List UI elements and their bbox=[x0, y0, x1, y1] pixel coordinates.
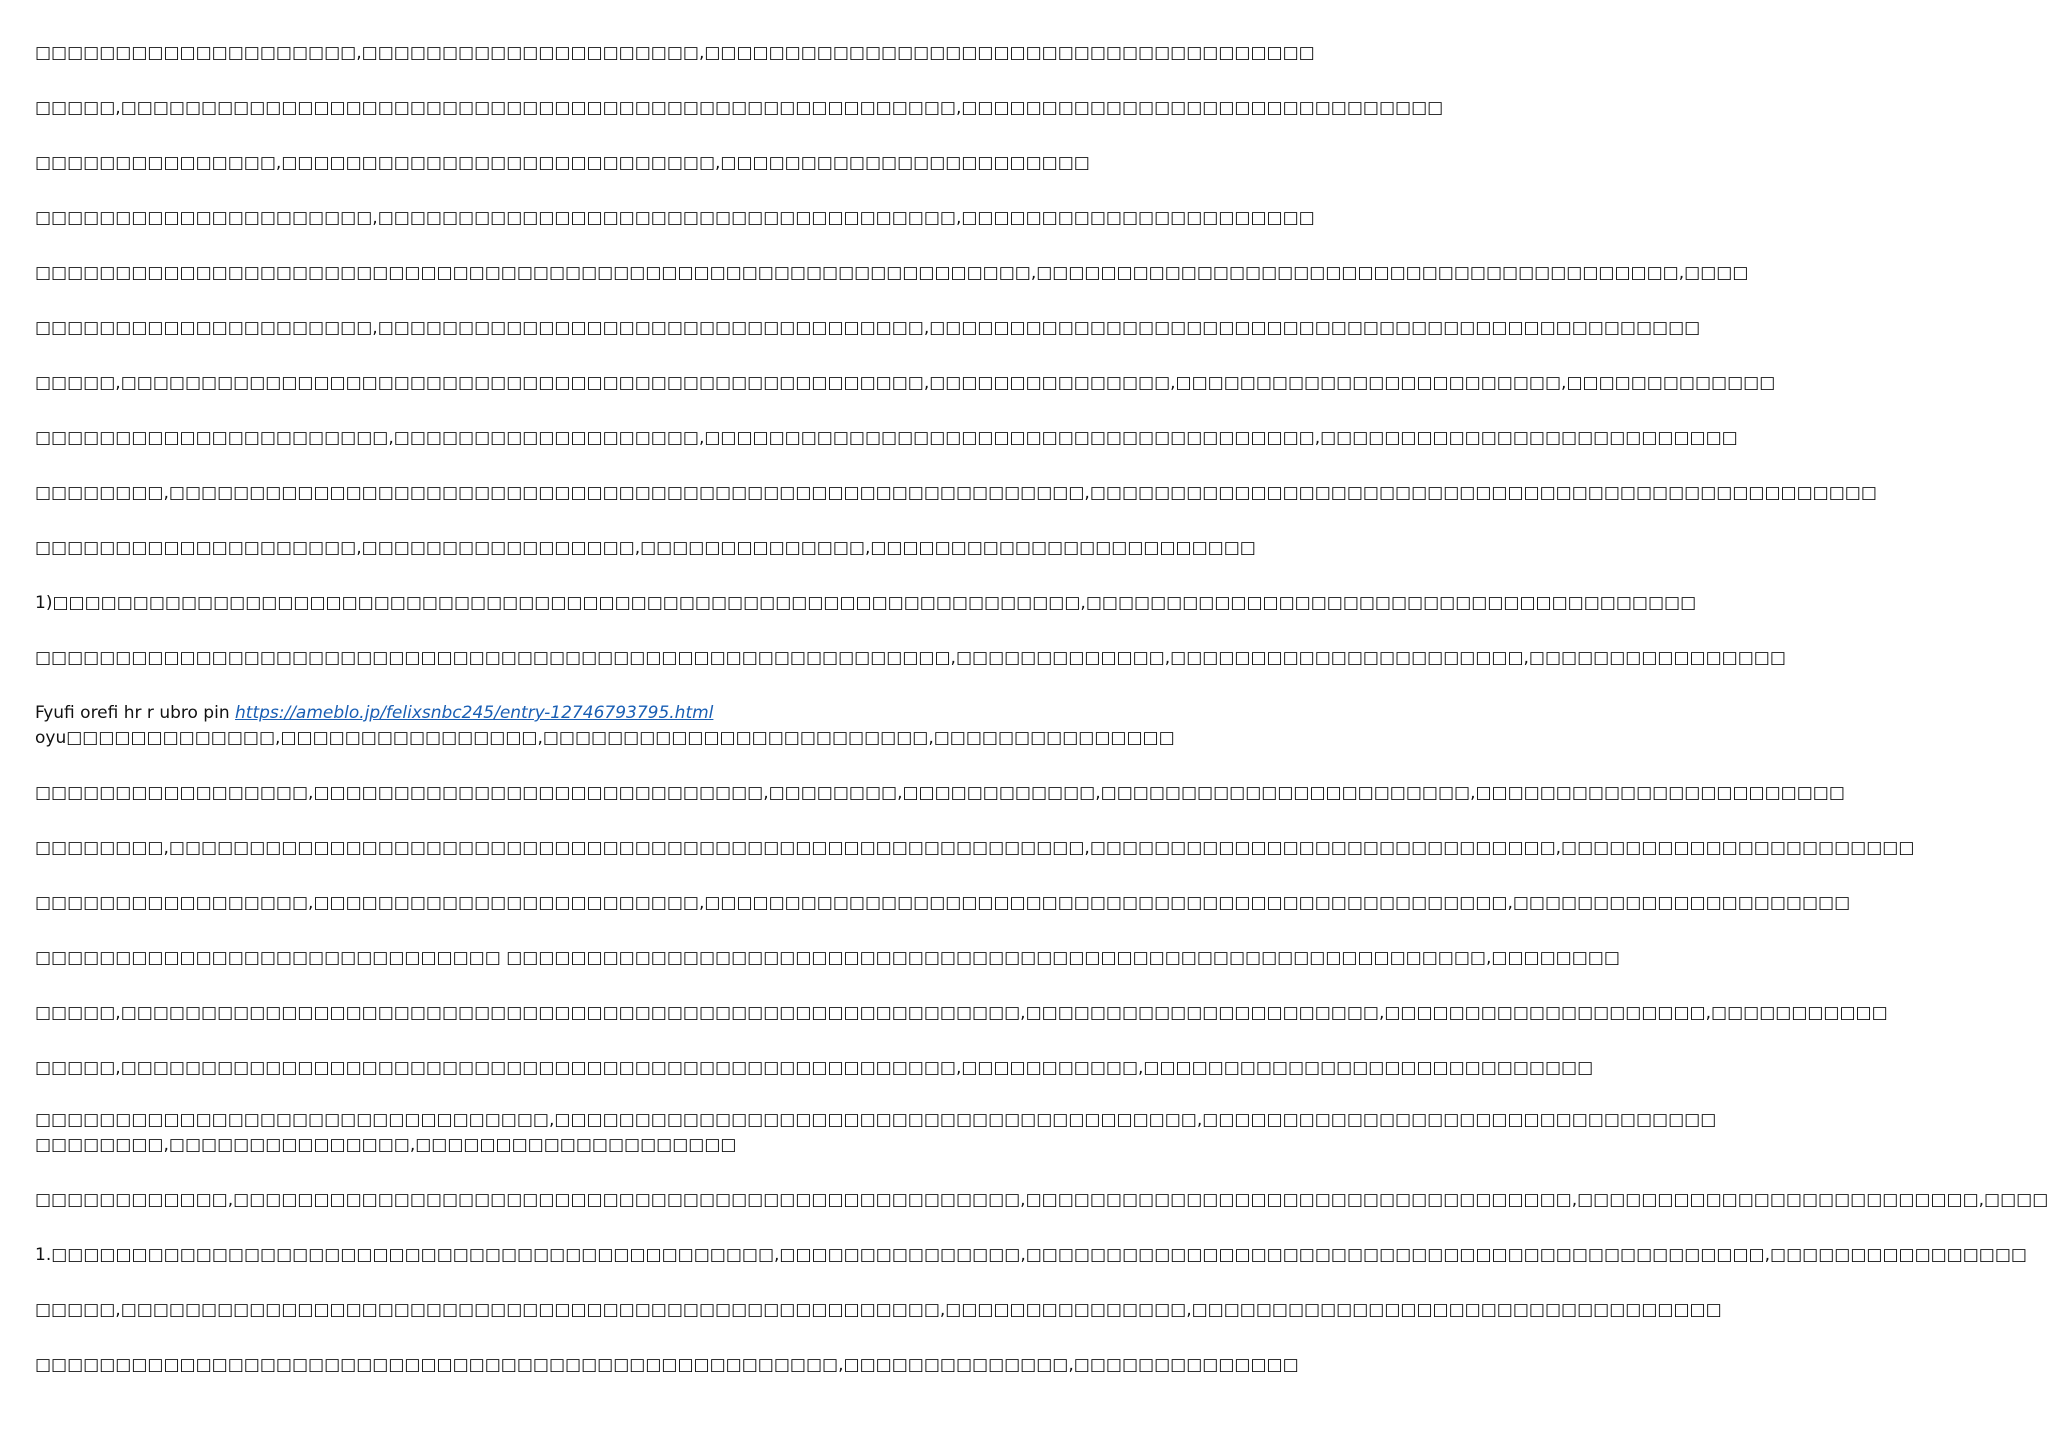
paragraph bbox=[35, 591, 1697, 616]
paragraph bbox=[35, 946, 1620, 971]
link-prefix-text: Fyufi orefi hr r ubro pin bbox=[35, 703, 235, 723]
paragraph bbox=[35, 1056, 1594, 1081]
paragraph-line: □□□□□,□□□□□□□□□□□□□□□□□□□□□□□□□□□□□□□□□□□□□□□□□□□□□□□□□□□□□□□□,□□□□□□□□□□□□□□□□□□□□□□,□□□□□□□□□□□□□□□□□□□□,□□□□□□□□□□□ bbox=[35, 1003, 1888, 1023]
paragraph bbox=[35, 1353, 1299, 1378]
paragraph-line: □□□□□,□□□□□□□□□□□□□□□□□□□□□□□□□□□□□□□□□□□□□□□□□□□□□□□□□□□□,□□□□□□□□□□□□□□□□□□□□□□□□□□□□□□ bbox=[35, 98, 1444, 118]
paragraph bbox=[35, 536, 1256, 561]
paragraph bbox=[35, 1001, 1888, 1026]
paragraph-line: □□□□□□□□□□□□□□□□□□□□□□□□□□□□□□□□,□□□□□□□□□□□□□□□□□□□□□□□□□□□□□□□□□□□□□□□□,□□□□□□□□□□□□□□□□□□□□□□□□□□□□□□□□ bbox=[35, 1110, 1717, 1130]
paragraph-line: □□□□□,□□□□□□□□□□□□□□□□□□□□□□□□□□□□□□□□□□□□□□□□□□□□□□□□□□□,□□□□□□□□□□□□□□□,□□□□□□□□□□□□□□□□□□□□□□□□□□□□□□□□□ bbox=[35, 1300, 1722, 1320]
paragraph-line: □□□□□□□□□□□□□□□□□□□□□□□□□□□□□ □□□□□□□□□□□□□□□□□□□□□□□□□□□□□□□□□□□□□□□□□□□□□□□□□□□□□□□□□□□□□,□□□□□□□□ bbox=[35, 948, 1620, 968]
entry-link[interactable]: https://ameblo.jp/felixsnbc245/entry-12746793795.html bbox=[235, 703, 714, 723]
paragraph bbox=[35, 836, 1915, 861]
paragraph-line: 1.□□□□□□□□□□□□□□□□□□□□□□□□□□□□□□□□□□□□□□□□□□□□□,□□□□□□□□□□□□□□□,□□□□□□□□□□□□□□□□□□□□□□□□□□□□□□□□□□□□□□□□□□□□□□,□□□□□□□□□□□□□□□□ bbox=[35, 1245, 2027, 1265]
paragraph bbox=[35, 891, 1851, 916]
paragraph-line: □□□□□□□□□□□□□□□□□□□□□□□□□□□□□□□□□□□□□□□□□□□□□□□□□□□□□□□□□□□□□□,□□□□□□□□□□□□□□□□□□□□□□□□□□□□□□□□□□□□□□□□,□□□□ bbox=[35, 263, 1749, 283]
paragraph bbox=[35, 1298, 1722, 1323]
paragraph-line: □□□□□,□□□□□□□□□□□□□□□□□□□□□□□□□□□□□□□□□□□□□□□□□□□□□□□□□□□□,□□□□□□□□□□□,□□□□□□□□□□□□□□□□□□□□□□□□□□□□ bbox=[35, 1058, 1594, 1078]
paragraph bbox=[35, 426, 1738, 451]
paragraph bbox=[35, 316, 1701, 341]
paragraph-line: 1)□□□□□□□□□□□□□□□□□□□□□□□□□□□□□□□□□□□□□□□□□□□□□□□□□□□□□□□□□□□□□□□□,□□□□□□□□□□□□□□□□□□□□□□□□□□□□□□□□□□□□□□ bbox=[35, 593, 1697, 613]
paragraph-line: □□□□□□□□□□□□□□□,□□□□□□□□□□□□□□□□□□□□□□□□□□□,□□□□□□□□□□□□□□□□□□□□□□□ bbox=[35, 153, 1090, 173]
paragraph-line: oyu□□□□□□□□□□□□□,□□□□□□□□□□□□□□□□,□□□□□□□□□□□□□□□□□□□□□□□□,□□□□□□□□□□□□□□□ bbox=[35, 728, 1175, 748]
paragraph bbox=[35, 701, 1175, 751]
paragraph-line: □□□□□□□□,□□□□□□□□□□□□□□□□□□□□□□□□□□□□□□□□□□□□□□□□□□□□□□□□□□□□□□□□□,□□□□□□□□□□□□□□□□□□□□□□□□□□□□□□□□□□□□□□□□□□□□□□□□□ bbox=[35, 483, 1877, 503]
paragraph-line: □□□□□□□□□□□□□□□□□□□□□□□□□□□□□□□□□□□□□□□□□□□□□□□□□□,□□□□□□□□□□□□□□,□□□□□□□□□□□□□□ bbox=[35, 1355, 1299, 1375]
paragraph bbox=[35, 481, 1877, 506]
paragraph-line: □□□□□□□□□□□□□□□□□□□□□,□□□□□□□□□□□□□□□□□□□□□□□□□□□□□□□□□□□□,□□□□□□□□□□□□□□□□□□□□□□ bbox=[35, 208, 1315, 228]
paragraph bbox=[35, 1108, 1717, 1158]
paragraph bbox=[35, 781, 1845, 806]
paragraph bbox=[35, 151, 1090, 176]
paragraph-line: □□□□□□□□□□□□□□□□□□□□,□□□□□□□□□□□□□□□□□□□□□,□□□□□□□□□□□□□□□□□□□□□□□□□□□□□□□□□□□□□□ bbox=[35, 43, 1315, 63]
paragraph-line bbox=[35, 701, 990, 726]
paragraph bbox=[35, 41, 1315, 66]
paragraph bbox=[35, 1243, 2027, 1268]
paragraph-line: □□□□□□□□,□□□□□□□□□□□□□□□□□□□□□□□□□□□□□□□□□□□□□□□□□□□□□□□□□□□□□□□□□,□□□□□□□□□□□□□□□□□□□□□□□□□□□□□,□□□□□□□□□□□□□□□□□□□□□□ bbox=[35, 838, 1915, 858]
paragraph bbox=[35, 261, 1749, 286]
paragraph bbox=[35, 206, 1315, 231]
paragraph-line: □□□□□□□□□□□□□□□□□,□□□□□□□□□□□□□□□□□□□□□□□□□□□□,□□□□□□□□,□□□□□□□□□□□□,□□□□□□□□□□□□□□□□□□□□□□□,□□□□□□□□□□□□□□□□□□□□□□□ bbox=[35, 783, 1845, 803]
paragraph-line: □□□□□□□□□□□□□□□□□,□□□□□□□□□□□□□□□□□□□□□□□□,□□□□□□□□□□□□□□□□□□□□□□□□□□□□□□□□□□□□□□□□□□□□□□□□□□,□□□□□□□□□□□□□□□□□□□□□ bbox=[35, 893, 1851, 913]
paragraph bbox=[35, 1188, 2048, 1213]
paragraph bbox=[35, 96, 1444, 121]
paragraph-line: □□□□□,□□□□□□□□□□□□□□□□□□□□□□□□□□□□□□□□□□□□□□□□□□□□□□□□□□,□□□□□□□□□□□□□□□,□□□□□□□□□□□□□□□□□□□□□□□□,□□□□□□□□□□□□□ bbox=[35, 373, 1776, 393]
paragraph bbox=[35, 646, 1786, 671]
paragraph-line: □□□□□□□□□□□□□□□□□□□□□□□□□□□□□□□□□□□□□□□□□□□□□□□□□□□□□□□□□,□□□□□□□□□□□□□,□□□□□□□□□□□□□□□□□□□□□□,□□□□□□□□□□□□□□□□ bbox=[35, 648, 1786, 668]
paragraph-line: □□□□□□□□□□□□,□□□□□□□□□□□□□□□□□□□□□□□□□□□□□□□□□□□□□□□□□□□□□□□□□,□□□□□□□□□□□□□□□□□□□□□□□□□□□□□□□□□□,□□□□□□□□□□□□□□□□□□□□□□□□□,□□□□ bbox=[35, 1190, 2048, 1210]
paragraph-line: □□□□□□□□,□□□□□□□□□□□□□□□,□□□□□□□□□□□□□□□□□□□□ bbox=[35, 1135, 737, 1155]
paragraph bbox=[35, 371, 1776, 396]
paragraph-line: □□□□□□□□□□□□□□□□□□□□□□,□□□□□□□□□□□□□□□□□□□,□□□□□□□□□□□□□□□□□□□□□□□□□□□□□□□□□□□□□□,□□□□□□□□□□□□□□□□□□□□□□□□□□ bbox=[35, 428, 1738, 448]
paragraph-line: □□□□□□□□□□□□□□□□□□□□,□□□□□□□□□□□□□□□□□,□□□□□□□□□□□□□□,□□□□□□□□□□□□□□□□□□□□□□□□ bbox=[35, 538, 1256, 558]
paragraph-line: □□□□□□□□□□□□□□□□□□□□□,□□□□□□□□□□□□□□□□□□□□□□□□□□□□□□□□□□,□□□□□□□□□□□□□□□□□□□□□□□□□□□□□□□□□□□□□□□□□□□□□□□□ bbox=[35, 318, 1701, 338]
